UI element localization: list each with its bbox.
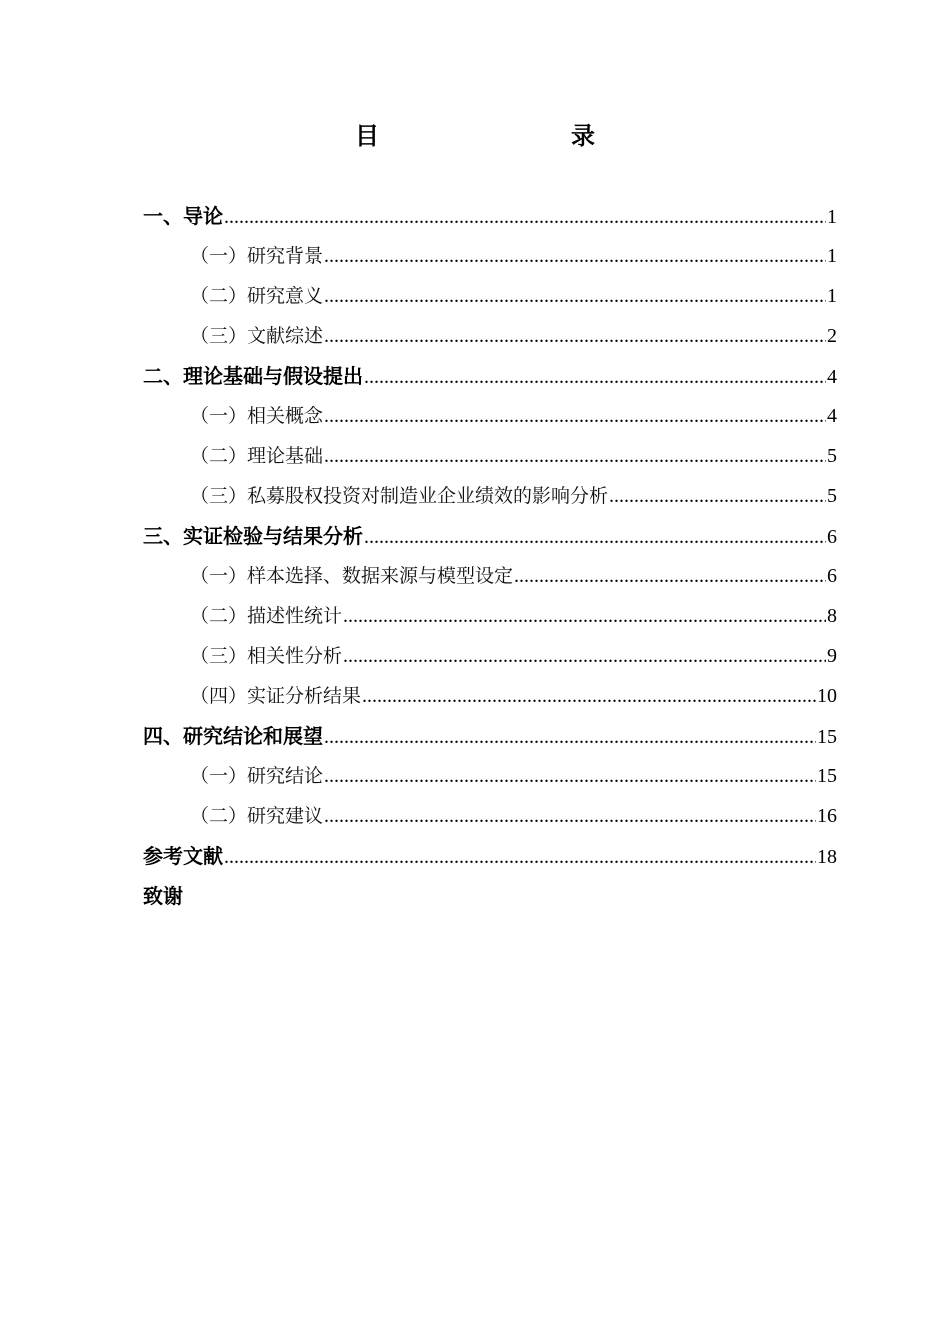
toc-page-number: 15 [817, 726, 837, 748]
dot-leader [324, 396, 826, 436]
toc-page-number: 15 [817, 765, 837, 787]
dot-leader [362, 676, 816, 716]
toc-entry-section-1-1[interactable] [143, 236, 837, 276]
toc-page-number: 5 [827, 485, 837, 507]
dot-leader [514, 556, 826, 596]
dot-leader [343, 636, 826, 676]
toc-entry-label: （二）描述性统计 [190, 605, 343, 627]
dot-leader [224, 837, 816, 877]
toc-entry-chapter-4[interactable] [143, 716, 837, 756]
toc-entry-section-3-2[interactable] [143, 596, 837, 636]
toc-entry-label: （四）实证分析结果 [190, 685, 362, 707]
toc-entry-label: （三）文献综述 [190, 325, 324, 347]
toc-page-number: 18 [817, 846, 837, 868]
toc-page-number: 2 [827, 325, 837, 347]
dot-leader [324, 276, 826, 316]
table-of-contents [143, 196, 837, 916]
toc-entry-label: （二）理论基础 [190, 445, 324, 467]
toc-page-number: 5 [827, 445, 837, 467]
toc-entry-label: 一、导论 [143, 204, 223, 228]
dot-leader [609, 476, 826, 516]
toc-entry-label: （一）研究背景 [190, 245, 324, 267]
toc-page-number: 6 [827, 526, 837, 548]
toc-page-number: 4 [827, 366, 837, 388]
toc-entry-references[interactable] [143, 836, 837, 876]
toc-page-number: 1 [827, 285, 837, 307]
toc-page-number: 1 [827, 206, 837, 228]
toc-entry-section-4-2[interactable] [143, 796, 837, 836]
dot-leader [343, 596, 826, 636]
toc-entry-label: 参考文献 [143, 844, 223, 868]
toc-entry-label: 二、理论基础与假设提出 [143, 364, 363, 388]
toc-entry-section-3-1[interactable] [143, 556, 837, 596]
toc-entry-section-1-3[interactable] [143, 316, 837, 356]
toc-entry-chapter-2[interactable] [143, 356, 837, 396]
dot-leader [224, 197, 826, 237]
toc-entry-label: （一）相关概念 [190, 405, 324, 427]
toc-page-number: 9 [827, 645, 837, 667]
dot-leader [324, 236, 826, 276]
toc-entry-chapter-3[interactable] [143, 516, 837, 556]
toc-page-number: 16 [817, 805, 837, 827]
toc-entry-label: （二）研究建议 [190, 805, 324, 827]
toc-entry-section-2-1[interactable] [143, 396, 837, 436]
toc-entry-label: 三、实证检验与结果分析 [143, 524, 363, 548]
toc-page-number: 8 [827, 605, 837, 627]
toc-entry-section-4-1[interactable] [143, 756, 837, 796]
toc-entry-label: （三）私募股权投资对制造业企业绩效的影响分析 [190, 485, 609, 507]
dot-leader [324, 717, 816, 757]
toc-entry-label: 致谢 [143, 884, 183, 908]
toc-page-number: 6 [827, 565, 837, 587]
toc-entry-section-2-2[interactable] [143, 436, 837, 476]
toc-entry-section-3-3[interactable] [143, 636, 837, 676]
toc-entry-label: （二）研究意义 [190, 285, 324, 307]
toc-page-number: 10 [817, 685, 837, 707]
toc-entry-label: （一）研究结论 [190, 765, 324, 787]
toc-entry-section-1-2[interactable] [143, 276, 837, 316]
toc-page-number: 1 [827, 245, 837, 267]
dot-leader [364, 517, 826, 557]
toc-entry-label: （三）相关性分析 [190, 645, 343, 667]
toc-page-number: 4 [827, 405, 837, 427]
dot-leader [324, 436, 826, 476]
toc-entry-chapter-1[interactable] [143, 196, 837, 236]
toc-entry-section-3-4[interactable] [143, 676, 837, 716]
toc-entry-acknowledgements[interactable] [143, 876, 837, 916]
toc-entry-section-2-3[interactable] [143, 476, 837, 516]
dot-leader [324, 756, 816, 796]
toc-title: 目 录 [355, 122, 643, 150]
dot-leader [364, 357, 826, 397]
toc-entry-label: （一）样本选择、数据来源与模型设定 [190, 565, 514, 587]
dot-leader [324, 316, 826, 356]
dot-leader [324, 796, 816, 836]
toc-entry-label: 四、研究结论和展望 [143, 724, 323, 748]
